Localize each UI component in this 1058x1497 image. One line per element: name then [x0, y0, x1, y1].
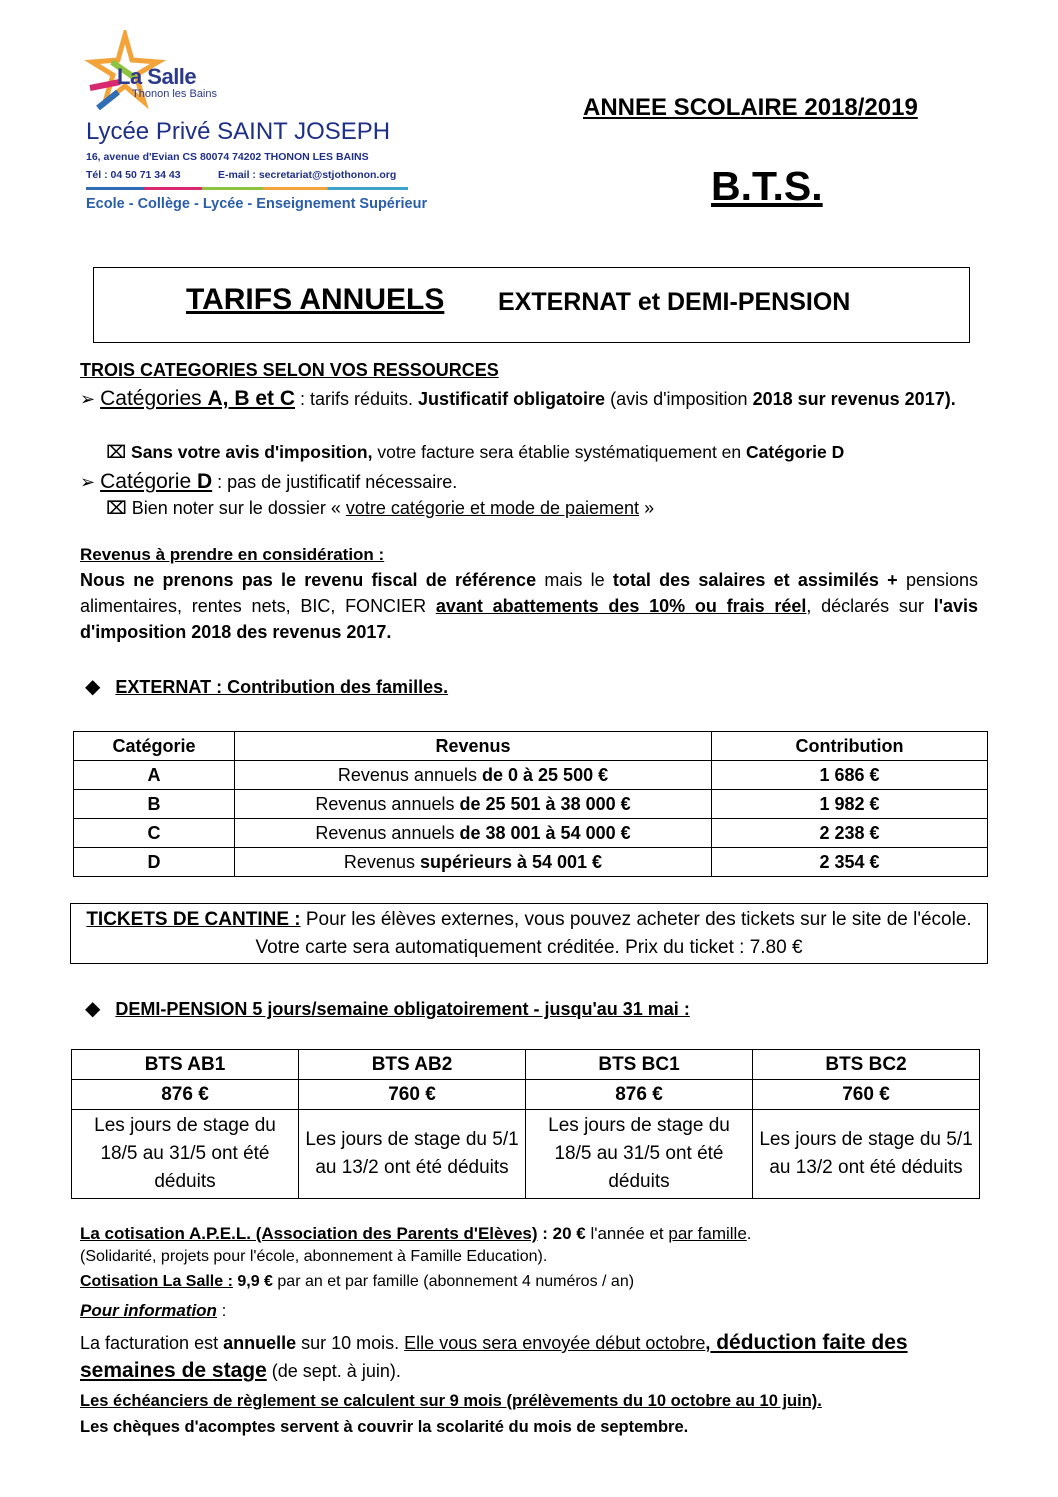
revenus-paragraph: Nous ne prenons pas le revenu fiscal de référence mais le total des salaires et assimilés + pensions alimentaires, rentes nets, BIC, FONCIER avant abattements des 10% ou frais réel, déclarés sur l'avis d'imposition 2018 des revenus 2017. [80, 570, 979, 642]
class-note: Les jours de stage du 5/1 au 13/2 ont été déduits [299, 1110, 526, 1199]
school-tagline: Ecole - Collège - Lycée - Enseignement Supérieur [86, 196, 428, 212]
diamond-bullet-icon: ◆ [85, 998, 101, 1020]
table-row: D Revenus supérieurs à 54 001 € 2 354 € [74, 848, 988, 877]
class-header: BTS AB2 [299, 1050, 526, 1080]
page-title: TARIFS ANNUELS [186, 283, 445, 316]
revenus-heading: Revenus à prendre en considération : [80, 545, 385, 564]
class-note: Les jours de stage du 18/5 au 31/5 ont été déduits [72, 1110, 299, 1199]
demipension-heading-row [85, 996, 690, 1023]
page-subtitle: EXTERNAT et DEMI-PENSION [498, 288, 851, 316]
table-row: A Revenus annuels de 0 à 25 500 € 1 686 € [74, 761, 988, 790]
diamond-bullet-icon: ◆ [85, 676, 101, 698]
externat-heading-row [85, 674, 448, 701]
class-price: 760 € [299, 1080, 526, 1110]
class-header: BTS BC1 [526, 1050, 753, 1080]
class-price: 876 € [526, 1080, 753, 1110]
school-address: 16, avenue d'Evian CS 80074 74202 THONON LES BAINS [86, 151, 369, 163]
class-note: Les jours de stage du 5/1 au 13/2 ont été déduits [753, 1110, 980, 1199]
demipension-table [71, 1049, 980, 1199]
apel-detail: (Solidarité, projets pour l'école, abonnement à Famille Education). [80, 1248, 548, 1265]
cantine-box [70, 903, 988, 964]
externat-heading: EXTERNAT : Contribution des familles. [115, 677, 449, 697]
categories-abc: ➢ Catégories A, B et C : tarifs réduits. Justificatif obligatoire (avis d'imposition 2018 sur revenus 2017). [80, 387, 956, 410]
facturation-paragraph: La facturation est annuelle sur 10 mois. Elle vous sera envoyée début octobre, déduction faite des semaines de stage (de sept. à juin). [80, 1331, 908, 1382]
lasalle-line: Cotisation La Salle : 9,9 € par an et par famille (abonnement 4 numéros / an) [80, 1273, 635, 1290]
school-tel: Tél : 04 50 71 34 43 [86, 169, 181, 181]
echeanciers-line: Les échéanciers de règlement se calculent sur 9 mois (prélèvements du 10 octobre au 10 juin). [80, 1392, 822, 1410]
table-row: B Revenus annuels de 25 501 à 38 000 € 1 982 € [74, 790, 988, 819]
categories-heading: TROIS CATEGORIES SELON VOS RESSOURCES [80, 360, 499, 380]
school-email: E-mail : secretariat@stjothonon.org [218, 169, 397, 181]
categories-note: ⌧ Bien noter sur le dossier « votre catégorie et mode de paiement » [106, 498, 655, 518]
logo-city: Thonon les Bains [132, 88, 217, 100]
categories-sans-avis: ⌧ Sans votre avis d'imposition, votre facture sera établie systématiquement en Catégorie D [106, 442, 845, 462]
cantine-text: Pour les élèves externes, vous pouvez acheter des tickets sur le site de l'école. Votre carte sera automatiquement créditée. Prix du ticket : 7.80 € [255, 909, 972, 958]
arrow-bullet-icon: ➢ [80, 472, 101, 492]
class-header: BTS BC2 [753, 1050, 980, 1080]
column-header-contribution: Contribution [712, 732, 988, 761]
column-header-categorie: Catégorie [74, 732, 235, 761]
class-price: 876 € [72, 1080, 299, 1110]
logo-brand: La Salle [117, 64, 197, 89]
arrow-bullet-icon: ➢ [80, 389, 101, 409]
class-price: 760 € [753, 1080, 980, 1110]
class-header: BTS AB1 [72, 1050, 299, 1080]
cheques-line: Les chèques d'acomptes servent à couvrir la scolarité du mois de septembre. [80, 1418, 689, 1436]
class-note: Les jours de stage du 18/5 au 31/5 ont été déduits [526, 1110, 753, 1199]
school-year: ANNEE SCOLAIRE 2018/2019 [583, 94, 918, 121]
categories-d: ➢ Catégorie D : pas de justificatif nécessaire. [80, 470, 458, 493]
externat-table [73, 731, 988, 877]
cantine-label: TICKETS DE CANTINE : [86, 909, 301, 930]
demipension-heading: DEMI-PENSION 5 jours/semaine obligatoirement - jusqu'au 31 mai : [115, 999, 690, 1019]
apel-line: La cotisation A.P.E.L. (Association des Parents d'Elèves) : 20 € l'année et par famille. [80, 1224, 752, 1243]
info-heading: Pour information : [80, 1301, 227, 1320]
column-header-revenus: Revenus [235, 732, 712, 761]
program-title: B.T.S. [711, 163, 823, 209]
checkbox-x-icon: ⌧ [106, 442, 132, 462]
logo-color-bar [86, 187, 408, 190]
school-name: Lycée Privé SAINT JOSEPH [86, 118, 391, 145]
table-row: C Revenus annuels de 38 001 à 54 000 € 2 238 € [74, 819, 988, 848]
checkbox-x-icon: ⌧ [106, 498, 127, 518]
